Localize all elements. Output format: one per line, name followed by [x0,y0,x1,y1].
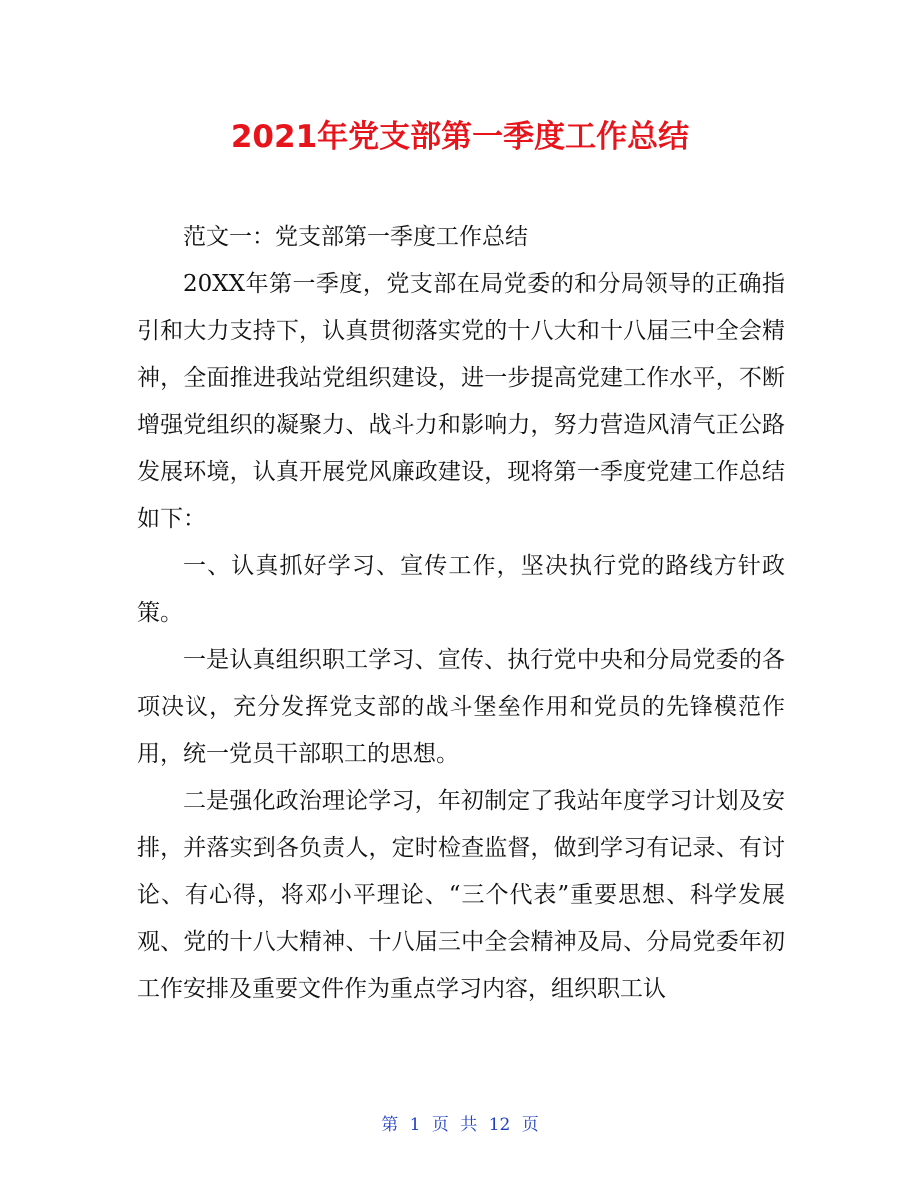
document-body [137,214,785,1013]
paragraph-point-two: 二是强化政治理论学习，年初制定了我站年度学习计划及安排，并落实到各负责人，定时检查监督，做到学习有记录、有讨论、有心得，将邓小平理论、“三个代表”重要思想、科学发展观、党的十八大精神、十八届三中全会精神及局、分局党委年初工作安排及重要文件作为重点学习内容，组织职工认 [137,788,785,1002]
paragraph-point-one: 一是认真组织职工学习、宣传、执行党中央和分局党委的各项决议，充分发挥党支部的战斗堡垒作用和党员的先锋模范作用，统一党员干部职工的思想。 [137,647,785,767]
paragraph-heading: 范文一：党支部第一季度工作总结 [183,224,528,250]
document-title: 2021年党支部第一季度工作总结 [230,119,690,155]
paragraph-section-one: 一、认真抓好学习、宣传工作，坚决执行党的路线方针政策。 [137,553,785,626]
page-number-footer: 第 1 页 共 12 页 [381,1115,539,1135]
paragraph-intro: 20XX年第一季度，党支部在局党委的和分局领导的正确指引和大力支持下，认真贯彻落实党的十八大和十八届三中全会精神，全面推进我站党组织建设，进一步提高党建工作水平，不断增强党组织的凝聚力、战斗力和影响力，努力营造风清气正公路发展环境，认真开展党风廉政建设，现将第一季度党建工作总结如下： [137,271,785,532]
